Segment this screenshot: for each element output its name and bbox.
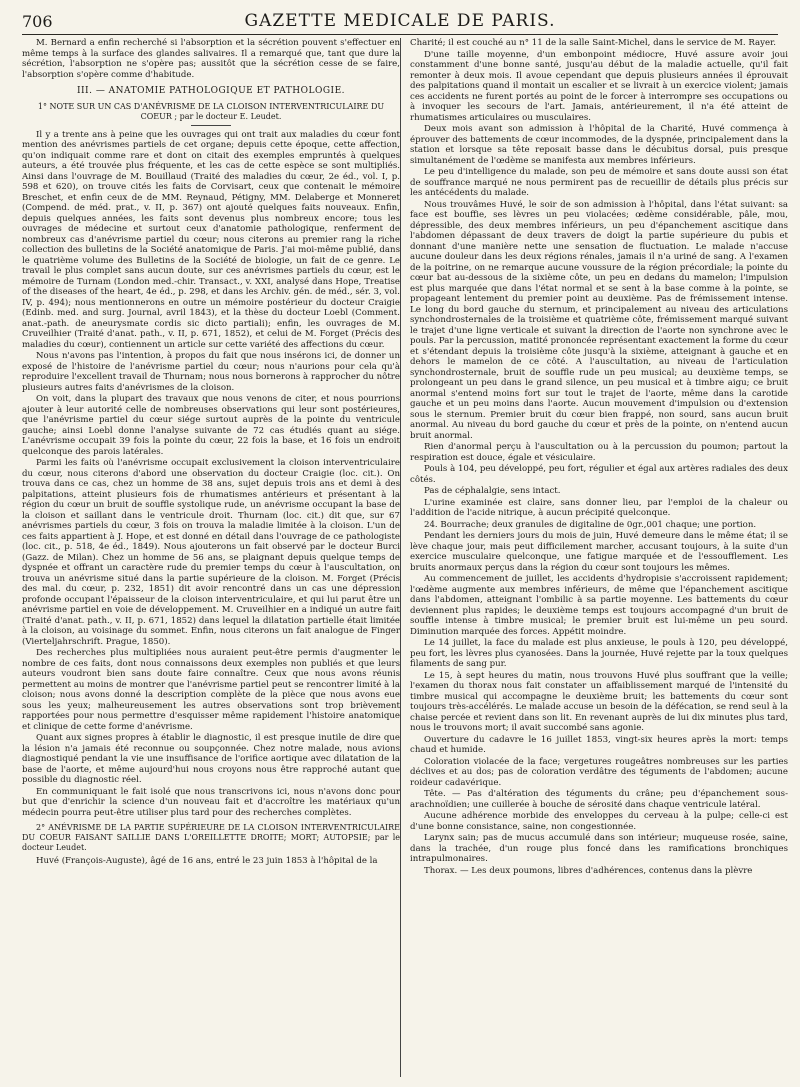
paragraph: Pas de céphalalgie, sens intact. (424, 486, 561, 496)
paragraph: Il y a trente ans à peine que les ouvrages qui ont trait aux maladies du cœur font mention des anévrismes partiels de cet organe; depuis cette époque, cette affection, qu'on indiquait comme rare et dont on citait des exemples empruntés à quelques auteurs, a été trouvée plus fréquente, et les cas de cette espèce se sont multipliés. Ainsi dans l'ouvrage de M. Bouillaud (Traité des maladies du cœur, 2e éd., vol. I, p. 598 et 620), on trouve cités les faits de Corvisart, ceux que contenait le mémoire Breschet, et enfin ceux de de MM. Reynaud, Pétigny, MM. Delaberge et Monneret (Compend. de méd. prat., v. II, p. 367) ont ajouté quelques faits nouveaux. Enfin, depuis quelques années, les faits sont devenus plus nombreux encore; tous les ouvrages de médecine et surtout ceux d'anatomie pathologique, renferment de nombreux cas d'anévrisme partiel du cœur; nous citerons au premier rang la riche collection des bulletins de la Société anatomique de Paris. J'ai moi-même publié, dans le quatrième volume des Bulletins de la Société de biologie, un fait de ce genre. Le travail le plus complet sans aucun doute, sur ces anévrismes partiels du cœur, est le mémoire de Turnam (London med.-chir. Transact., v. XXI, analysé dans Hope, Treatise of the diseases of the heart, 4e éd., p. 298, et dans les Archiv. gén. de méd., sér. 3, vol. IV, p. 494); nous mentionnerons en outre un mémoire postérieur du docteur Craigie (Edinb. med. and surg. Journal, avril 1843), et la thèse du docteur Loebl (Comment. anat.-path. de aneurysmate cordis sic dicto partiali); enfin, les ouvrages de M. Cruveilhier (Traité d'anat. path., v. II, p. 671, 1852), et celui de M. Forget (Précis des maladies du cœur), contiennent un article sur cette variété des affections du cœur. (22, 129, 400, 350)
paragraph: Le 15, à sept heures du matin, nous trouvons Huvé plus souffrant que la veille; l'examen du thorax nous fait constater un affaiblissement marqué de l'intensité du timbre musical qui accompagne le deuxième bruit; les battements du cœur sont toujours très-accélérés. Le malade accuse un besoin de la défécation, se rend seul à la chaise percée et revient dans son lit. En revenant auprès de lui dix minutes plus tard, nous le trouvons mort; il avait succombé sans agonie. (410, 670, 788, 733)
paragraph: Tête. — Pas d'altération des téguments du crâne; peu d'épanchement sous-arachnoïdien; une cuillerée à bouche de sérosité dans chaque ventricule latéral. (410, 789, 788, 810)
page-number: 706 (22, 12, 53, 31)
journal-title: GAZETTE MEDICALE DE PARIS. (244, 11, 556, 31)
paragraph: En communiquant le fait isolé que nous transcrivons ici, nous n'avons donc pour but que d'enrichir la science d'un nouveau fait et d'accroître les matériaux qu'un médecin pourra peut-être utiliser plus tard pour des recherches complètes. (22, 786, 400, 818)
left-column (22, 38, 400, 1081)
column-rule (400, 38, 401, 1077)
paragraph: Charité; il est couché au n° 11 de la salle Saint-Michel, dans le service de M. Rayer. (410, 38, 777, 48)
paragraph: Quant aux signes propres à établir le diagnostic, il est presque inutile de dire que la lésion n'a jamais été reconnue ou soupçonnée. Chez notre malade, nous avions diagnostiqué pendant la vie une insuffisance de l'orifice aortique avec dilatation de la base de l'aorte, et même aujourd'hui nous croyons nous être rapproché autant que possible du diagnostic réel. (22, 733, 400, 785)
paragraph: Parmi les faits où l'anévrisme occupait exclusivement la cloison interventriculaire du cœur, nous citerons d'abord une observation du docteur Craigie (loc. cit.). On trouva dans ce cas, chez un homme de 38 ans, sujet depuis trois ans et demi à des palpitations, atteint plusieurs fois de rhumatismes antérieurs et présentant à la région du cœur un bruit de souffle systolique rude, un anévrisme occupant la base de la cloison et saillant dans le ventricule droit. Thurnam (loc. cit.) dit que, sur 67 anévrismes partiels du cœur, 3 fois on trouva la maladie limitée à la cloison. L'un de ces faits appartient à J. Hope, et est donné en détail dans l'ouvrage de ce pathologiste (loc. cit., p. 518, 4e éd., 1849). Nous ajouterons un fait observé par le docteur Burci (Gazz. de Milan). Chez un homme de 56 ans, se plaignant depuis quelque temps de dyspnée et offrant un caractère rude du premier temps du cœur à l'auscultation, on trouva un anévrisme situé dans la partie supérieure de la cloison. M. Forget (Précis des mal. du cœur, p. 232, 1851) dit avoir rencontré dans un cas une dépression profonde occupant l'épaisseur de la cloison interventriculaire, et qui lui parut être un anévrisme partiel en voie de développement. M. Cruveilhier en a indiqué un autre fait (Traité d'anat. path., v. II, p. 671, 1852) dans lequel la dilatation partielle était limitée à la cloison, au voisinage du sommet. Enfin, nous citerons un fait analogue de Finger (Vierteljahrschrift. Prague, 1850). (22, 458, 400, 647)
page-header (22, 6, 778, 35)
intro-paragraph: M. Bernard a enfin recherché si l'absorption et la sécrétion pouvent s'effectuer en même temps à la surface des glandes salivaires. Il a remarqué que, tant que dure la sécrétion, l'absorption ne s'opère pas; aussitôt que la sécrétion cesse de se faire, l'absorption s'opère comme d'habitude. (22, 38, 400, 80)
divider (191, 125, 231, 126)
note-title: 1° NOTE SUR UN CAS D'ANÉVRISME DE LA CLOISON INTERVENTRICULAIRE DU COEUR ; par le docteur E. Leudet. (37, 101, 385, 121)
paragraph: Ouverture du cadavre le 16 juillet 1853, vingt-six heures après la mort: temps chaud et humide. (410, 734, 788, 755)
right-column (410, 38, 788, 1081)
paragraph: Larynx sain; pas de mucus accumulé dans son intérieur; muqueuse rosée, saine, dans la trachée, d'un rouge plus foncé dans les ramifications bronchiques intrapulmonaires. (410, 833, 788, 864)
paragraph: Coloration violacée de la face; vergetures rougeâtres nombreuses sur les parties déclives et au dos; pas de coloration verdâtre des téguments de l'abdomen; aucune roideur cadavérique. (410, 756, 788, 788)
paragraph: Huvé (François-Auguste), âgé de 16 ans, entré le 23 juin 1853 à l'hôpital de la (36, 856, 378, 866)
paragraph: D'une taille moyenne, d'un embonpoint médiocre, Huvé assure avoir joui constamment d'une bonne santé, jusqu'au début de la maladie actuelle, qu'il fait remonter à deux mois. Il avoue cependant que depuis plusieurs années il éprouvait des palpitations quand il montait un escalier et se livrait à un exercice violent; jamais ces accidents ne furent portés au point de le forcer à interrompre ses occupations ou à invoquer les secours de l'art. Jamais, antérieurement, il n'a été atteint de rhumatismes articulaires ou musculaires. (410, 49, 788, 123)
paragraph: Rien d'anormal perçu à l'auscultation ou à la percussion du poumon; partout la respiration est douce, égale et vésiculaire. (410, 442, 788, 463)
paragraph: Pouls à 104, peu développé, peu fort, régulier et égal aux artères radiales des deux côtés. (410, 464, 788, 485)
paragraph: Le 14 juillet, la face du malade est plus anxieuse, le pouls à 120, peu développé, peu fort, les lèvres plus cyanosées. Dans la journée, Huvé rejette par la toux quelques filaments de sang pur. (410, 638, 788, 669)
paragraph: 24. Bourrache; deux granules de digitaline de 0gr.,001 chaque; une portion. (424, 519, 757, 530)
section-heading: III. — ANATOMIE PATHOLOGIQUE ET PATHOLOGIE. (76, 86, 346, 96)
paragraph: Nous n'avons pas l'intention, à propos du fait que nous insérons ici, de donner un exposé de l'histoire de l'anévrisme partiel du cœur; nous n'aurions pour cela qu'à reproduire l'excellent travail de Thurnam; nous nous bornerons à rapprocher du nôtre plusieurs autres faits d'anévrismes de la cloison. (22, 351, 400, 393)
paragraph: Thorax. — Les deux poumons, libres d'adhérences, contenus dans la plèvre (424, 865, 753, 876)
paragraph: L'urine examinée est claire, sans donner lieu, par l'emploi de la chaleur ou l'addition de l'acide nitrique, à aucun précipité quelconque. (410, 497, 788, 518)
paragraph: On voit, dans la plupart des travaux que nous venons de citer, et nous pourrions ajouter à leur autorité celle de nombreuses observations qui leur sont postérieures, que l'anévrisme partiel du cœur siége surtout auprès de la pointe du ventricule gauche; ainsi Loebl donne l'analyse suivante de 72 cas étudiés quant au siége. L'anévrisme occupait 39 fois la pointe du cœur, 22 fois la base, et 16 fois un endroit quelconque des parois latérales. (22, 394, 400, 457)
paragraph: Au commencement de juillet, les accidents d'hydropisie s'accroissent rapidement; l'œdème augmente aux membres inférieurs, de même que l'épanchement ascitique dans l'abdomen, atteignant l'ombilic à sa partie moyenne. Les battements du cœur deviennent plus rapides; le deuxième temps est toujours accompagné d'un bruit de souffle intense à timbre musical; le premier bruit est lui-même un peu sourd. Diminution marquée des forces. Appétit moindre. (410, 574, 788, 637)
paragraph: Aucune adhérence morbide des enveloppes du cerveau à la pulpe; celle-ci est d'une bonne consistance, saine, non congestionnée. (410, 811, 788, 832)
paragraph: Pendant les derniers jours du mois de juin, Huvé demeure dans le même état; il se lève chaque jour, mais peut difficilement marcher, accusant toujours, à la suite d'un exercice musculaire quelconque, une fatigue marquée et de l'essoufflement. Les bruits anormaux perçus dans la région du cœur sont toujours les mêmes. (410, 531, 788, 573)
note-title: 2° ANÉVRISME DE LA PARTIE SUPÉRIEURE DE LA CLOISON INTERVENTRICULAIRE DU COEUR FAISANT SAILLIE DANS L'OREILLETTE DROITE; MORT; AUTOPSIE; par le docteur Leudet. (22, 823, 400, 852)
paragraph: Deux mois avant son admission à l'hôpital de la Charité, Huvé commença à éprouver des battements de cœur incommodes, de la dyspnée, principalement dans la station et lorsque sa tête reposait basse dans le décubitus dorsal, puis presque simultanément de l'œdème se manifesta aux membres inférieurs. (410, 124, 788, 166)
paragraph: Nous trouvâmes Huvé, le soir de son admission à l'hôpital, dans l'état suivant: sa face est bouffie, ses lèvres un peu violacées; œdème considérable, pâle, mou, dépressible, des deux membres inférieurs, un peu d'épanchement ascitique dans l'abdomen dépassant de deux travers de doigt la partie supérieure du pubis et donnant d'une manière nette une sensation de fluctuation. Le malade n'accuse aucune douleur dans les deux régions rénales, jamais il n'a uriné de sang. A l'examen de la poitrine, on ne remarque aucune voussure de la région précordiale; la pointe du cœur bat au-dessous de la sixième côte, un peu en dedans du mamelon; l'impulsion est plus marquée que dans l'état normal et se sent à la base comme à la pointe, se propageant lentement du premier point au deuxième. Pas de frémissement intense. Le long du bord gauche du sternum, et principalement au niveau des articulations synchondrosternales de la troisième et quatrième côte, frémissement marqué suivant le trajet d'une ligne verticale et suivant la direction de l'aorte non synchrone avec le pouls. Par la percussion, matité prononcée représentant exactement la forme du cœur et s'étendant depuis la troisième côte jusqu'à la sixième, atteignant à gauche et en dehors le mamelon de ce côté. A l'auscultation, au niveau de l'articulation synchondrosternale, bruit de souffle rude un peu musical; au deuxième temps, se prolongeant un peu dans le grand silence, un peu musical et à timbre aigu; ce bruit anormal s'entend moins fort sur tout le trajet de l'aorte, même dans la carotide gauche et un peu moins dans l'aorte. Aucun mouvement d'impulsion ou d'extension sous le sternum. Premier bruit du cœur bien frappé, non sourd, sans aucun bruit anormal. Au niveau du bord gauche du cœur et près de la pointe, on n'entend aucun bruit anormal. (410, 199, 788, 441)
paragraph: Le peu d'intelligence du malade, son peu de mémoire et sans doute aussi son état de souffrance marqué ne nous permirent pas de recueillir de détails plus précis sur les antécédents du malade. (410, 167, 788, 198)
paragraph: Des recherches plus multipliées nous auraient peut-être permis d'augmenter le nombre de ces faits, dont nous connaissons deux exemples non publiés et que leurs auteurs voudront bien sans doute faire connaître. Ceux que nous avons réunis permettent au moins de montrer que l'anévrisme partiel peut se rencontrer limité à la cloison; nous avons donné la description complète de la pièce que nous avons eue sous les yeux; malheureusement les autres observations sont trop brièvement rapportées pour nous permettre d'esquisser même rapidement l'histoire anatomique et clinique de cette forme d'anévrisme. (22, 648, 400, 732)
